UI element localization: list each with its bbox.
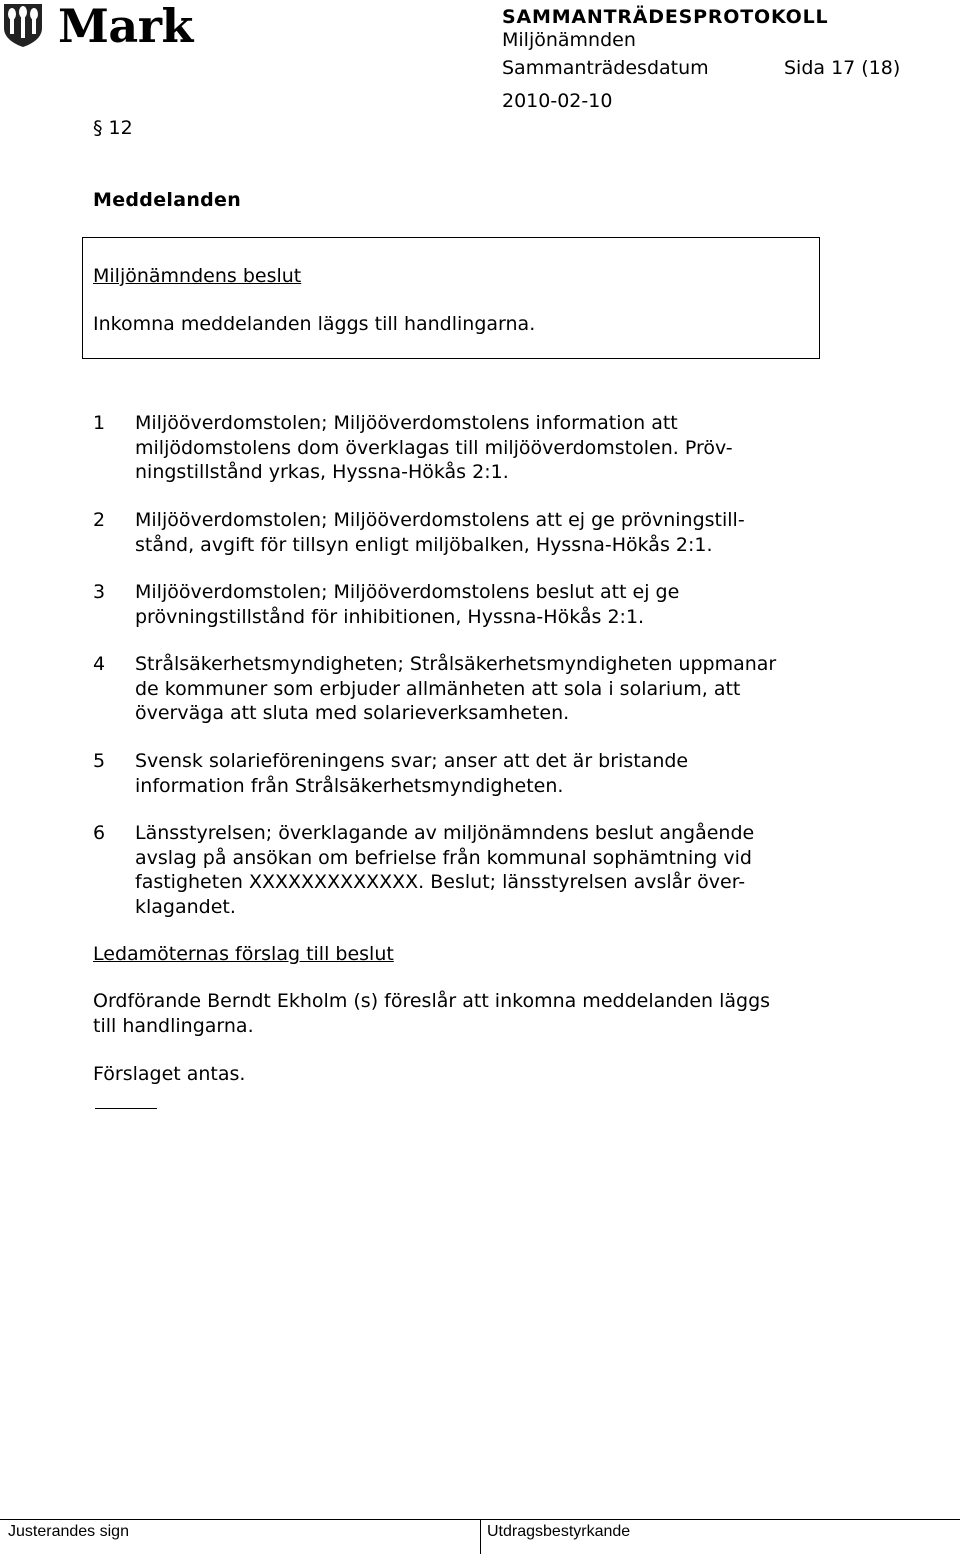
committee-name: Miljönämnden <box>502 29 636 51</box>
meeting-date: 2010-02-10 <box>502 90 613 112</box>
municipal-coat-of-arms-icon <box>2 2 44 48</box>
proposal-text: Ordförande Berndt Ekholm (s) föreslår att inkomna meddelanden läggs till handlingarna. <box>93 990 771 1037</box>
document-type: SAMMANTRÄDESPROTOKOLL <box>502 6 829 28</box>
item-text: Svensk solarieföreningens svar; anser att det är bristande information från Strålsäkerhetsmyndigheten. <box>135 750 689 797</box>
item-number: 2 <box>93 509 106 531</box>
item-number: 1 <box>93 412 106 434</box>
item-text: Strålsäkerhetsmyndigheten; Strålsäkerhetsmyndigheten uppmanar de kommuner som erbjuder allmänheten att sola i solarium, att överväga att sluta med solarieverksamheten. <box>135 653 777 724</box>
item-text: Miljööverdomstolen; Miljööverdomstolens beslut att ej ge prövningstillstånd för inhibitionen, Hyssna-Hökås 2:1. <box>135 581 680 628</box>
page-number: Sida 17 (18) <box>784 57 901 79</box>
decision-text: Inkomna meddelanden läggs till handlingarna. <box>93 313 536 335</box>
footer-sign-label: Justerandes sign <box>8 1523 129 1540</box>
proposal-heading: Ledamöternas förslag till beslut <box>93 943 394 965</box>
item-number: 6 <box>93 822 106 844</box>
section-title: Meddelanden <box>93 189 242 211</box>
item-number: 4 <box>93 653 106 675</box>
item-text: Miljööverdomstolen; Miljööverdomstolens att ej ge prövningstill- stånd, avgift för tillsyn enligt miljöbalken, Hyssna-Hökås 2:1. <box>135 509 745 556</box>
decision-heading: Miljönämndens beslut <box>93 265 302 287</box>
municipality-logo-text: Mark <box>58 0 193 53</box>
item-text: Länsstyrelsen; överklagande av miljönämndens beslut angående avslag på ansökan om befrielse från kommunal sophämtning vid fastigheten XXXXXXXXXXXXX. Beslut; länsstyrelsen avslår över- klagandet. <box>135 822 755 918</box>
item-number: 3 <box>93 581 106 603</box>
footer-column-divider <box>480 1519 481 1554</box>
paragraph-number: § 12 <box>93 117 133 139</box>
footer-extract-label: Utdragsbestyrkande <box>487 1523 631 1540</box>
end-divider <box>95 1108 157 1109</box>
item-number: 5 <box>93 750 106 772</box>
adopted-text: Förslaget antas. <box>93 1063 246 1085</box>
item-text: Miljööverdomstolen; Miljööverdomstolens information att miljödomstolens dom överklagas till miljööverdomstolen. Pröv- ningstillstånd yrkas, Hyssna-Hökås 2:1. <box>135 412 733 483</box>
decision-box <box>82 237 820 359</box>
meeting-date-label: Sammanträdesdatum <box>502 57 709 79</box>
